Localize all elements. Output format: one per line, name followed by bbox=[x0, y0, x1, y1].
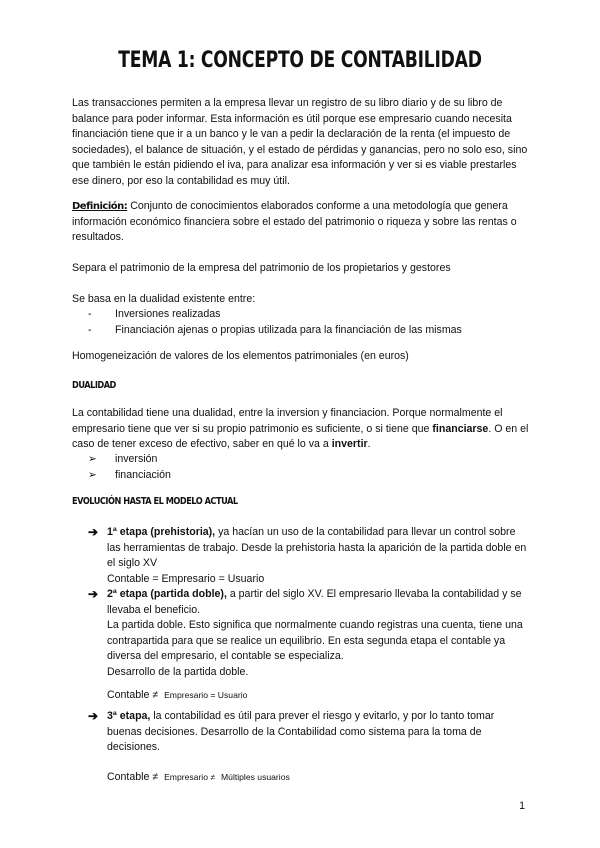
arrow-bullet-icon: ➔ bbox=[88, 587, 99, 601]
stage-1-formula: Contable = Empresario = Usuario bbox=[107, 572, 265, 585]
stage-2-formula: Contable ≠ Empresario = Usuario bbox=[107, 689, 248, 701]
evolucion-heading: EVOLUCIÓN HASTA EL MODELO ACTUAL bbox=[72, 496, 238, 507]
stage-3-formula: Contable ≠ Empresario ≠ Múltiples usuarios bbox=[107, 771, 290, 783]
stage-2-desarrollo: Desarrollo de la partida doble. bbox=[107, 665, 249, 678]
list-item: ➢ inversión bbox=[88, 452, 171, 468]
definition-paragraph bbox=[72, 199, 532, 246]
list-item: - Financiación ajenas o propias utilizada para la financiación de las mismas bbox=[88, 323, 462, 336]
dualidad-bullets bbox=[88, 452, 171, 483]
bold-invertir: invertir bbox=[331, 438, 368, 451]
arrowhead-bullet-icon: ➢ bbox=[88, 453, 97, 465]
separa-paragraph: Separa el patrimonio de la empresa del patrimonio de los propietarios y gestores bbox=[72, 262, 451, 274]
arrow-bullet-icon: ➔ bbox=[88, 525, 99, 539]
stage-3-title: 3ª etapa, bbox=[107, 710, 151, 722]
intro-paragraph: Las transacciones permiten a la empresa llevar un registro de su libro diario y de su libro de balance para poder informar. Esta información es útil porque ese empresario cuando necesita financiación tiene que ir a un banco y le van a pedir la declaración de la renta (el impuesto de sociedades), el balance de situación, y el estado de pérdidas y ganancias, pero no solo eso, sino que también le están pidiendo el iva, para analizar esa información y ver si es viable prestarles ese dinero, por eso la contabilidad es muy útil. bbox=[72, 97, 528, 187]
definition-text: Conjunto de conocimientos elaborados conforme a una metodología que genera información económico financiera sobre el estado del patrimonio o riqueza y sobre las rentas o resultados. bbox=[72, 200, 517, 244]
stage-1: ➔ 1ª etapa (prehistoria), ya hacían un uso de la contabilidad para llevar un control sobre las herramientas de trabajo. Desde la prehistoria hasta la aparición de la partida doble en el siglo XV Contable = Empresario = Usuario bbox=[88, 525, 528, 587]
list-item: ➢ financiación bbox=[88, 468, 171, 484]
arrow-bullet-icon: ➔ bbox=[88, 709, 99, 723]
list-item: - Inversiones realizadas bbox=[88, 308, 221, 320]
bold-financiarse: financiarse bbox=[432, 422, 489, 435]
stage-2-paragraph: La partida doble. Esto significa que normalmente cuando registras una cuenta, tiene una contrapartida para que se realice un equilibrio. En esta segunda etapa el contable ya diversa del empresario, el contable se especializa. bbox=[107, 619, 523, 663]
dualidad-list bbox=[88, 307, 462, 338]
stage-3: ➔ 3ª etapa, la contabilidad es útil para prever el riesgo y evitarlo, y por lo tanto tomar buenas decisiones. Desarrollo de la Contabilidad como sistema para la toma de decisiones. bbox=[88, 709, 528, 756]
arrowhead-bullet-icon: ➢ bbox=[88, 468, 97, 481]
page-title: TEMA 1: CONCEPTO DE CONTABILIDAD bbox=[118, 48, 482, 73]
stage-1-title: 1ª etapa (prehistoria), bbox=[107, 526, 216, 538]
stage-2-title: 2ª etapa (partida doble), bbox=[107, 588, 227, 600]
dualidad-paragraph: La contabilidad tiene una dualidad, entre la inversion y financiacion. Porque normalmente el empresario tiene que ver si su propio patrimonio es suficiente, o si tiene que financiarse. O en el caso de tener exceso de efectivo, saber en qué lo va a invertir. bbox=[72, 407, 529, 451]
dualidad-intro: Se basa en la dualidad existente entre: bbox=[72, 293, 256, 305]
homogeneizacion-paragraph: Homogeneización de valores de los elementos patrimoniales (en euros) bbox=[72, 350, 409, 362]
page-number: 1 bbox=[519, 800, 525, 812]
stage-2: ➔ 2ª etapa (partida doble), a partir del siglo XV. El empresario llevaba la contabilidad y se llevaba el beneficio. La partida doble. Esto significa que normalmente cuando registras una cuenta, tiene una contrapartida para que se realice un equilibrio. En esta segunda etapa el contable ya diversa del empresario, el contable se especializa. Desarrollo de la partida doble. bbox=[88, 587, 528, 681]
definition-label: Definición: bbox=[72, 201, 128, 212]
dualidad-heading: DUALIDAD bbox=[72, 380, 116, 391]
